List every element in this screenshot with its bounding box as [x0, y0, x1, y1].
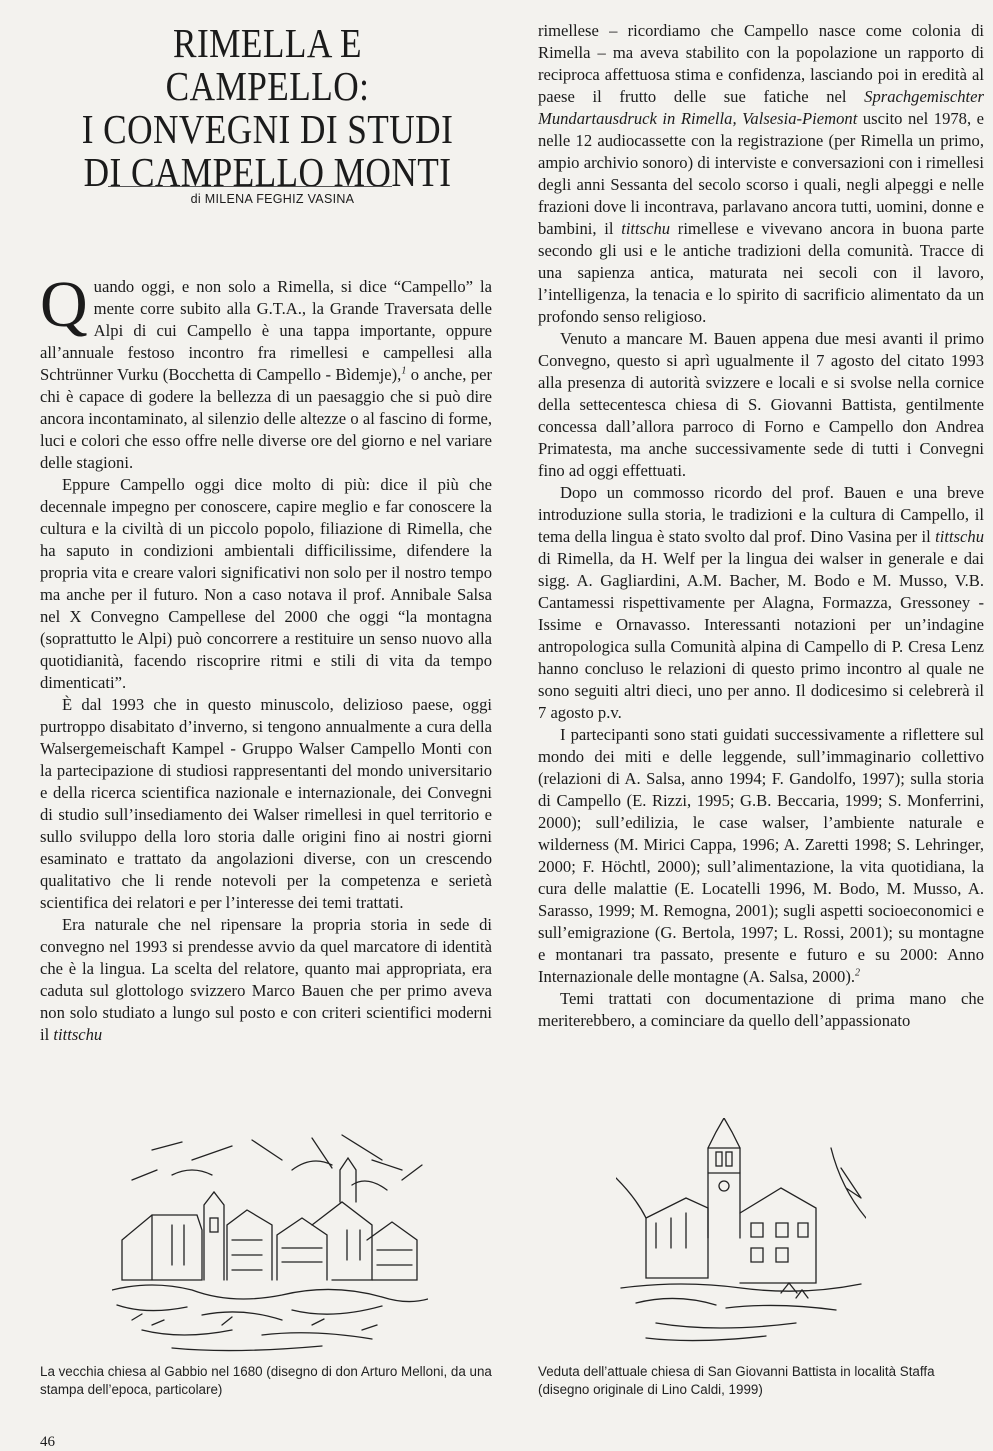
drop-cap: Q: [40, 276, 88, 341]
paragraph-1-text-a: uando oggi, e non solo a Rimella, si dice “Campello” la mente corre subito alla G.T.A., la Grande Traversata delle Alpi di cui Campello è una tappa importante, oppure all’annuale festoso incontro fra rimellesi e campellesi alla Schtrünner Vurku (Bocchetta di Campello - Bìdemje),: [40, 277, 492, 384]
paragraph-3: È dal 1993 che in questo minuscolo, delizioso paese, oggi purtroppo disabitato d’inverno, si tengono annualmente a cura della Walsergemeischaft Kampel - Gruppo Walser Campello Monti con la partecipazione di studiosi rappresentanti del mondo universitario e della ricerca scientifica nazionale e internazionale, dei Convegni di studio sull’insediamento dei Walser rimellesi in quel territorio e sullo sviluppo della loro storia dalle origini fino ai nostri giorni esaminato e trattato da angolazioni diverse, con un crescendo qualitativo che li rende notevoli per la competenza e serietà scientifica dei relatori e per l’interesse dei temi trattati.: [40, 695, 492, 912]
paragraph-1-text-b: o anche, per chi è capace di godere la bellezza di un paesaggio che si può dire ancora incontaminato, al silenzio delle altezze o al fascino di forme, luci e colori che esso offre nelle diverse ore del giorno e nel variare delle stagioni.: [40, 365, 492, 472]
article-title: [72, 22, 463, 194]
paragraph-7-italic: tittschu: [935, 527, 984, 546]
paragraph-4: [40, 914, 492, 1046]
paragraph-4-text-a: Era naturale che nel ripensare la propria storia in sede di convegno nel 1993 si prendesse avvio da quel marcatore di identità che è la lingua. La scelta del relatore, quanto mai appropriata, era caduta sul glottologo svizzero Marco Bauen che per primo aveva non solo studiato a lungo sul posto e con criteri scientifici moderni il: [40, 915, 492, 1044]
paragraph-7-text-a: Dopo un commosso ricordo del prof. Bauen e una breve introduzione sulla storia, le tradizioni e la cultura di Campello, il tema della lingua è stato svolto dal prof. Dino Vasina per il: [538, 483, 984, 546]
paragraph-7: [538, 482, 984, 724]
paragraph-5-italic: tittschu: [621, 219, 671, 238]
paragraph-4-italic: tittschu: [53, 1025, 103, 1044]
paragraph-7-text-b: di Rimella, da H. Welf per la lingua dei walser in generale e dai sigg. A. Gagliardini, A.M. Bacher, M. Bodo e M. Musso, V.B. Cantamessi rispettivamente per Alagna, Formazza, Gressoney - Issime e Ornavasso. Interessanti notazioni per un’indagine antropologica sulla Comunità alpina di Campello di P. Cresa Lenz hanno concluso le relazioni di questo primo incontro al quale ne sono seguiti altri dieci, uno per anno. Il dodicesimo si celebrerà il 7 agosto p.v.: [538, 549, 984, 722]
caption-right: Veduta dell’attuale chiesa di San Giovanni Battista in località Staffa (disegno originale di Lino Caldi, 1999): [538, 1364, 935, 1397]
title-line-3: DI CAMPELLO MONTI: [83, 149, 452, 195]
title-line-1: RIMELLA E CAMPELLO:: [165, 20, 370, 109]
paragraph-2: Eppure Campello oggi dice molto di più: dice il più che decennale impegno per conoscere, capire meglio e far conoscere la cultura e la civiltà di un piccolo popolo, filiazione di Rimella, che ha saputo in condizioni ambientali difficilissime, difendere la propria vita e creare valori significativi non solo per il nostro tempo ma anche per il futuro. Non a caso notava il prof. Annibale Salsa nel X Convegno Campellese del 2000 che oggi “la montagna (soprattutto le Alpi) può concorrere a restituire un senso nuovo alla quotidianità, facendo riscoprire ritmi e stili di vita da tempo dimenticati”.: [40, 475, 492, 692]
paragraph-1: [40, 276, 492, 474]
paragraph-8-text: I partecipanti sono stati guidati successivamente a riflettere sul mondo dei miti e delle leggende, sull’immaginario collettivo (relazioni di A. Salsa, anno 1994; F. Gandolfo, 1997); sulla storia di Campello (E. Rizzi, 1995; G.B. Beccaria, 1999; S. Monferrini, 2000); sull’edilizia, le case walser, l’ambiente naturale e wilderness (M. Mirici Cappa, 1996; A. Zaretti 1998; S. Lehringer, 2000; F. Höchtl, 2000); sull’alimentazione, la vita quotidiana, la cura delle malattie (E. Locatelli 1996, M. Bodo, M. Musso, A. Sarasso, 1999; M. Remogna, 2001); sugli aspetti socioeconomici e sull’emigrazione (G. Bertola, 1997; L. Rossi, 2001); su montagne e montanari tra passato, presente e futuro e su 2000: Anno Internazionale delle montagne (A. Salsa, 2000).: [538, 725, 984, 986]
right-column: [538, 20, 984, 1110]
left-column: [40, 276, 492, 1106]
title-line-2: I CONVEGNI DI STUDI: [81, 106, 454, 152]
paragraph-9: Temi trattati con documentazione di prima mano che meriterebbero, a cominciare da quello dell’appassionato: [538, 989, 984, 1030]
page-number: 46: [40, 1434, 55, 1450]
paragraph-5-text-a: rimellese – ricordiamo che Campello nasce come colonia di Rimella – ma aveva stabilito con la popolazione un rapporto di reciproca affettuosa stima e confidenza, lasciando poi in eredità al paese il frutto delle sue fatiche nel: [538, 21, 984, 106]
footnote-ref-1: 1: [401, 365, 407, 377]
byline: di MILENA FEGHIZ VASINA: [190, 192, 355, 206]
paragraph-5-text-b: uscito nel 1978, e nelle 12 audiocassette con la registrazione (per Rimella un primo, ampio archivio sonoro) di interviste e conversazioni con i rimellesi degli anni Sessanta del secolo scorso i quali, negli alpeggi e nelle frazioni dove li incontrava, parlavano ancora tutti, uomini, donne e bambini, il: [538, 109, 984, 238]
paragraph-8: [538, 724, 984, 988]
paragraph-6: Venuto a mancare M. Bauen appena due mesi avanti il primo Convegno, questo si aprì ugualmente il 7 agosto del citato 1993 alla presenza di autorità svizzere e locali e si svolse nella cornice della settecentesca chiesa di S. Giovanni Battista, gentilmente concessa dall’allora parroco di Forno e Campello don Andrea Primatesta, ma anche successivamente sede di tutti i Convegni fino ad oggi effettuati.: [538, 329, 984, 480]
footnote-ref-2: 2: [855, 967, 861, 979]
book-title: Sprachgemischter Mundartausdruck in Rimella, Valsesia-Piemont: [538, 87, 984, 128]
paragraph-5-text-c: rimellese e vivevano ancora in buona parte secondo gli usi e le antiche tradizioni della comunità. Tracce di una sapienza antica, maturata nei secoli con il lavoro, l’intelligenza, la tenacia e lo spirito di sacrificio alimentato da un profondo senso religioso.: [538, 219, 984, 326]
title-divider: [108, 186, 392, 187]
old-church-drawing: [112, 1130, 428, 1355]
caption-left: La vecchia chiesa al Gabbio nel 1680 (disegno di don Arturo Melloni, da una stampa dell’epoca, particolare): [40, 1364, 492, 1397]
paragraph-5: [538, 20, 984, 328]
church-san-giovanni-drawing: [616, 1118, 866, 1348]
